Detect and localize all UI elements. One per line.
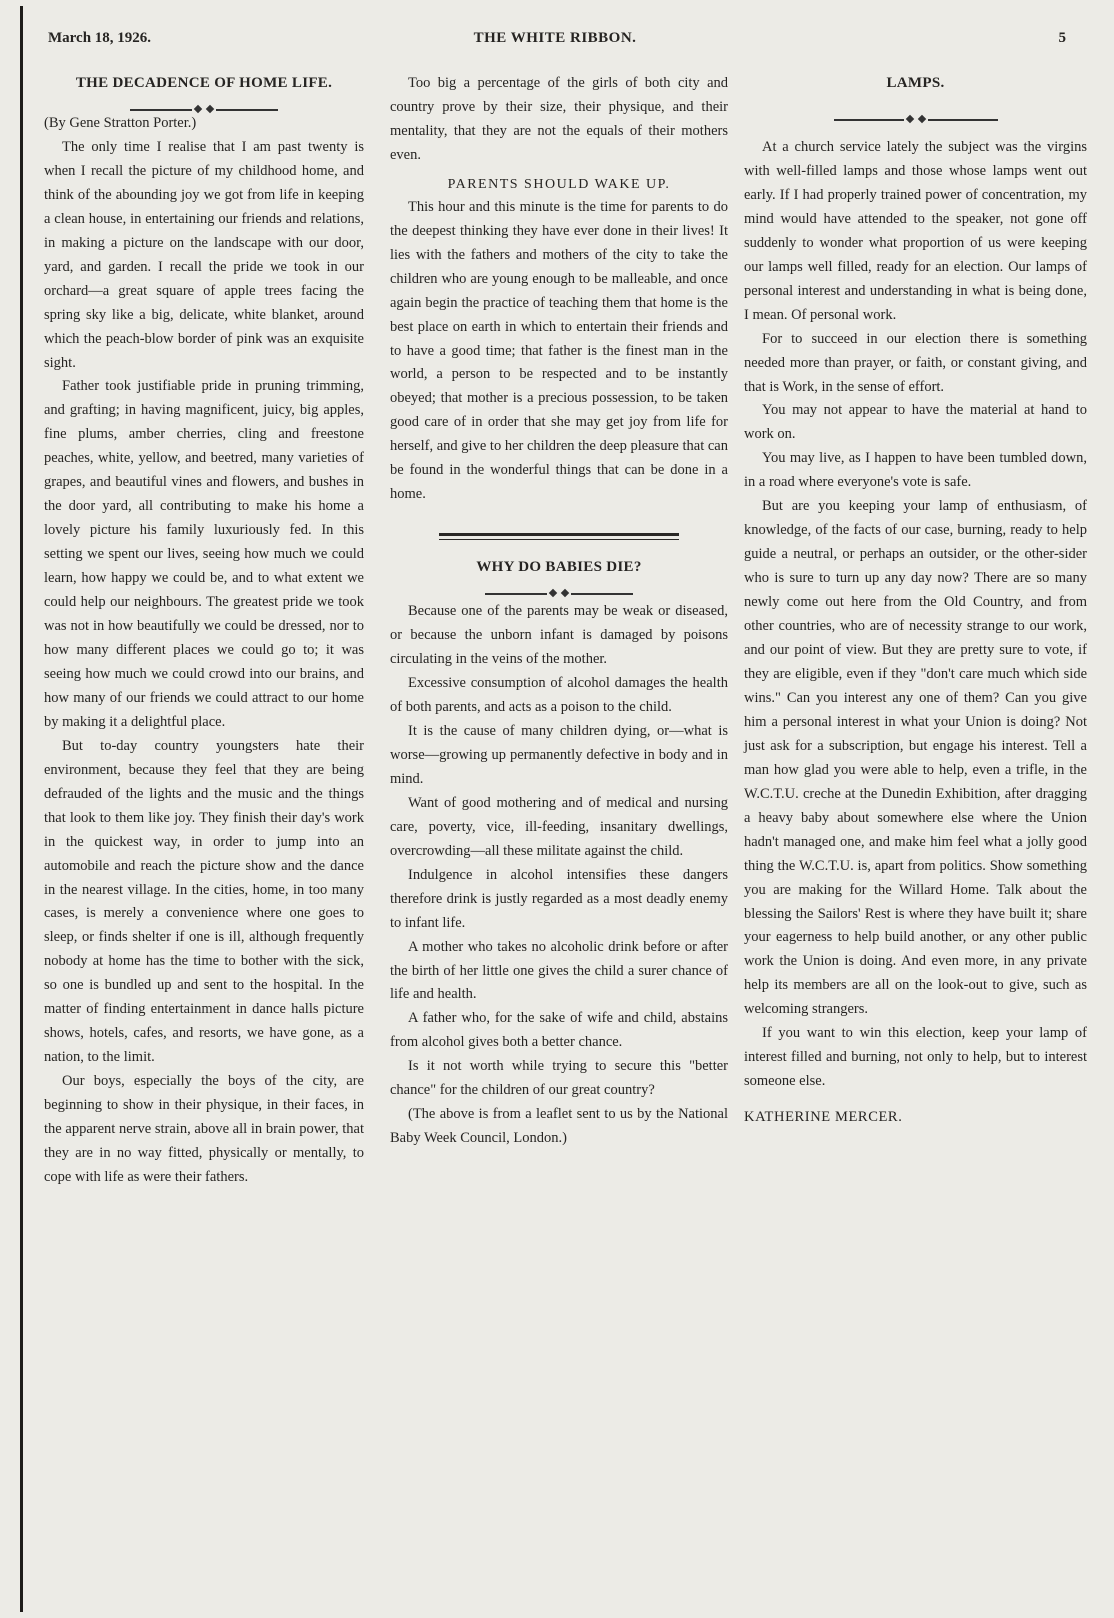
paragraph: But are you keeping your lamp of enthusiasm, of knowledge, of the facts of our case, burning, ready to help guide a neutral, or perhaps an outsider, or the other-sider who is sure to turn up any day now? There are so many newly come out here from the Old Country, and from other countries, who are of necessity strange to our work, and our point of view. But they are pretty sure to vote, if they are eligible, even if they "don't care much which side wins." Can you interest any one of them? Can you give him a personal interest in what your Union is doing? Not just ask for a subscription, but engage his interest. Tell a man how glad you were able to help, even a trifle, in the W.C.T.U. creche at the Dunedin Exhibition, after dragging a heavy baby about somewhere else where the Union hadn't managed one, and make him feel what a jolly good thing the W.C.T.U. is, apart from politics. Show something you are making for the Willard Home. Talk about the blessing the Sailors' Rest is where they have built it; share your eagerness to help build another, or any other public work the Union is doing. And even more, in any private help its members are all on the look-out to give, such as welcoming strangers.: [744, 498, 1087, 1018]
paragraph: Is it not worth while trying to secure this "better chance" for the children of our great country?: [390, 1058, 728, 1099]
column-1: [44, 72, 364, 1190]
paragraph: A father who, for the sake of wife and child, abstains from alcohol gives both a better chance.: [390, 1010, 728, 1051]
paragraph: The only time I realise that I am past twenty is when I recall the picture of my childhood home, and think of the abounding joy we got from life in keeping a clean house, in entertaining our friends and relations, in making a picture on the landscape with our door, yard, and garden. I recall the pride we took in our orchard—a great square of apple trees facing the spring sky like a big, delicate, white blanket, around which the peach-blow border of pink was an exquisite sight.: [44, 138, 364, 371]
article-title: WHY DO BABIES DIE?: [476, 559, 642, 576]
paragraph: This hour and this minute is the time for parents to do the deepest thinking they have ever done in their lives! It lies with the fathers and mothers of the city to take the children who are young enough to be malleable, and once again begin the practice of teaching them that home is the best place on earth in which to entertain their friends and to have a good time; that father is the finest man in the world, a person to be respected and to be instantly obeyed; that mother is a precious possession, to be taken good care of in order that she may get joy from life for herself, and give to her children the deep pleasure that can be found in the wonderful things that can be done in a home.: [390, 198, 728, 503]
paragraph: A mother who takes no alcoholic drink before or after the birth of her little one gives the child a surer chance of life and health.: [390, 938, 728, 1003]
paragraph: But to-day country youngsters hate their environment, because they feel that they are being defrauded of the lights and the music and the things that look to them like joy. They finish their day's work in the quickest way, in order to jump into an automobile and reach the picture show and the dance in the nearest village. In the cities, home, in too many cases, is merely a convenience where one goes to sleep, or finds shelter if one is ill, although frequently nobody at home has the time to bother with the sick, so one is bundled up and sent to the hospital. In the matter of finding entertainment in dance halls picture shows, hotels, cafes, and resorts, we have gone, as a nation, to the limit.: [44, 737, 364, 1066]
section-heading: PARENTS SHOULD WAKE UP.: [447, 176, 671, 192]
ornament-divider: [744, 104, 1087, 122]
column-2: [390, 72, 728, 1151]
paragraph: You may not appear to have the material at hand to work on.: [744, 402, 1087, 443]
paragraph: Father took justifiable pride in pruning trimming, and grafting; in having magnificent, juicy, big apples, fine plums, amber cherries, cling and freestone peaches, white, yellow, and beetred, many varieties of grapes, and beautiful vines and flowers, and bushes in the door yard, all contributing to make his home a lovely picture his family luxuriously fed. In this setting we spent our lives, seeing how much we could learn, how happy we could be, and to what extent we could help our neighbours. The greatest pride we took was not in how beautifully we could be dressed, nor to how many different places we could go to; it was seeing how much we could crowd into our brains, and how many of our friends we could attract to our home by making it a delightful place.: [44, 378, 364, 730]
issue-date: March 18, 1926.: [48, 30, 152, 46]
paragraph: Want of good mothering and of medical and nursing care, poverty, vice, ill-feeding, insanitary dwellings, overcrowding—all these militate against the child.: [390, 794, 728, 859]
paragraph: Indulgence in alcohol intensifies these dangers therefore drink is justly regarded as a most deadly enemy to infant life.: [390, 866, 728, 931]
paragraph: It is the cause of many children dying, or—what is worse—growing up permanently defective in body and in mind.: [390, 722, 728, 787]
author-signature: KATHERINE MERCER.: [744, 1109, 903, 1126]
byline: (By Gene Stratton Porter.): [44, 115, 197, 131]
article-title: LAMPS.: [886, 75, 945, 91]
page-edge-rule: [20, 6, 23, 1612]
section-divider-heavy: [439, 533, 679, 536]
paragraph: Excessive consumption of alcohol damages the health of both parents, and acts as a poison to the child.: [390, 675, 728, 716]
ornament-divider: [44, 94, 364, 112]
page-number: 5: [1058, 30, 1066, 46]
paragraph: Because one of the parents may be weak or diseased, or because the unborn infant is damaged by poisons circulating in the veins of the mother.: [390, 603, 728, 668]
paragraph: Our boys, especially the boys of the city, are beginning to show in their physique, in their faces, in the apparent nerve strain, above all in brain power, that they are in no way fitted, physically or mentally, to cope with life as were their fathers.: [44, 1073, 364, 1185]
masthead: THE WHITE RIBBON.: [473, 30, 637, 46]
ornament-divider: [390, 578, 728, 596]
paragraph: For to succeed in our election there is something needed more than prayer, or faith, or constant giving, and that is Work, in the sense of effort.: [744, 330, 1087, 395]
article-title: THE DECADENCE OF HOME LIFE.: [75, 75, 333, 91]
paragraph: You may live, as I happen to have been tumbled down, in a road where everyone's vote is safe.: [744, 450, 1087, 491]
paragraph: (The above is from a leaflet sent to us by the National Baby Week Council, London.): [390, 1106, 728, 1147]
page-header: [44, 30, 1066, 54]
paragraph: If you want to win this election, keep your lamp of interest filled and burning, not only to help, but to interest someone else.: [744, 1025, 1087, 1090]
column-3: [744, 72, 1087, 1130]
paragraph: At a church service lately the subject was the virgins with well-filled lamps and those whose lamps went out early. If I had properly trained power of concentration, my mind would have attended to the speaker, not gone off suddenly to wonder what proportion of us were keeping our lamps well filled, ready for an election. Our lamps of personal interest and understanding in what is being done, I mean. Of personal work.: [744, 139, 1087, 323]
paragraph: Too big a percentage of the girls of both city and country prove by their size, their physique, and their mentality, that they are not the equals of their mothers even.: [390, 75, 728, 163]
